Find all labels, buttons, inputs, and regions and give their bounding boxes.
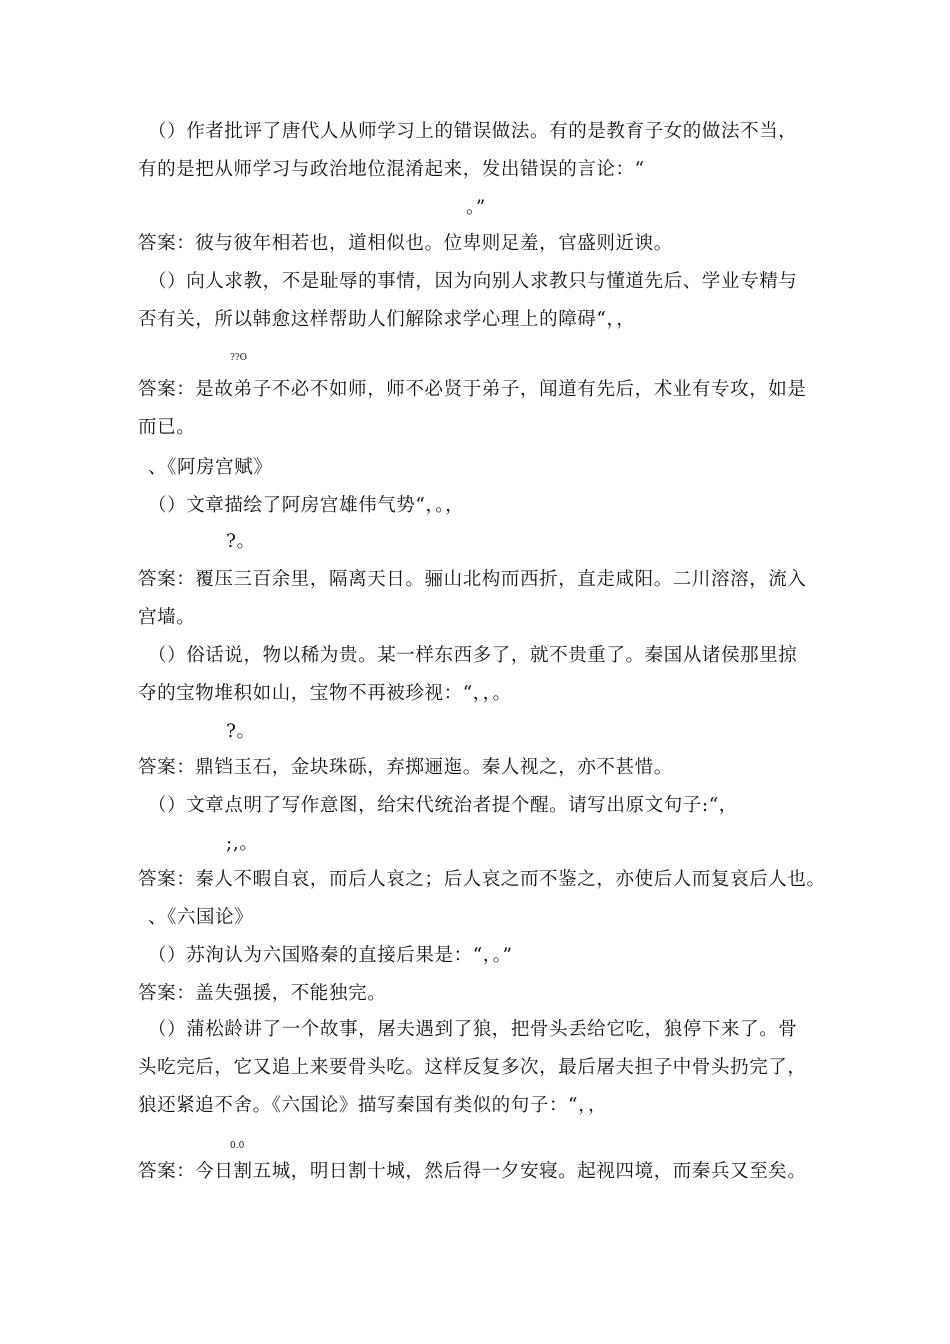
question-5-blank-close: ;,。 [226,833,259,854]
question-4-line-2: 夺的宝物堆积如山，宝物不再被珍视：“，，。 [138,683,512,704]
question-7-line-2: 头吃完后，它又追上来要骨头吃。这样反复多次，最后屠夫担子中骨头扔完了， [138,1057,807,1078]
answer-1: 答案：彼与彼年相若也，道相似也。位卑则足羞，官盛则近谀。 [138,233,673,254]
answer-4: 答案：鼎铛玉石，金块珠砾，弃掷逦迤。秦人视之，亦不甚惜。 [138,757,673,778]
question-1-line-1: （）作者批评了唐代人从师学习上的错误做法。有的是教育子女的做法不当， [148,121,798,142]
question-6-line-1: （）苏洵认为六国赂秦的直接后果是：“，。” [148,945,513,966]
question-2-line-2: 否有关，所以韩愈这样帮助人们解除求学心理上的障碍“，， [138,309,636,330]
answer-2-line-1: 答案：是故弟子不必不如师，师不必贤于弟子，闻道有先后，术业有专攻，如是 [138,379,807,400]
question-1-line-2: 有的是把从师学习与政治地位混淆起来，发出错误的言论：“ [138,159,645,180]
section-heading-afanggong: 、《阿房宫赋》 [148,457,273,478]
question-3-blank-close: ?。 [226,531,256,552]
question-5-line-1: （）文章点明了写作意图，给宋代统治者提个醒。请写出原文句子:“， [148,795,738,816]
answer-3-line-2: 宫墙。 [138,607,196,628]
question-2-line-1: （）向人求教，不是耻辱的事情，因为向别人求教只与懂道先后、学业专精与 [148,271,798,292]
question-4-blank-close: ?。 [226,721,256,742]
answer-7: 答案：今日割五城，明日割十城，然后得一夕安寝。起视四境，而秦兵又至矣。 [138,1161,807,1182]
answer-6: 答案：盖失强援，不能独完。 [138,983,387,1004]
question-1-blank-close: 。” [466,197,486,218]
question-7-line-1: （）蒲松龄讲了一个故事，屠夫遇到了狼，把骨头丢给它吃，狼停下来了。骨 [148,1019,798,1040]
question-7-blank-mark: 0.0 [230,1141,245,1151]
answer-3-line-1: 答案：覆压三百余里，隔离天日。骊山北构而西折，直走咸阳。二川溶溶，流入 [138,569,807,590]
question-7-line-3: 狼还紧追不舍。《六国论》描写秦国有类似的句子：“，， [138,1095,608,1116]
question-3-line-1: （）文章描绘了阿房宫雄伟气势“，。， [148,495,465,516]
question-4-line-1: （）俗话说，物以稀为贵。某一样东西多了，就不贵重了。秦国从诸侯那里掠 [148,645,798,666]
question-2-blank-mark: ??O [230,353,248,363]
answer-5: 答案：秦人不暇自哀，而后人哀之；后人哀之而不鉴之，亦使后人而复哀后人也。 [138,869,826,890]
section-heading-liuguolun: 、《六国论》 [148,907,254,928]
answer-2-line-2: 而已。 [138,417,196,438]
